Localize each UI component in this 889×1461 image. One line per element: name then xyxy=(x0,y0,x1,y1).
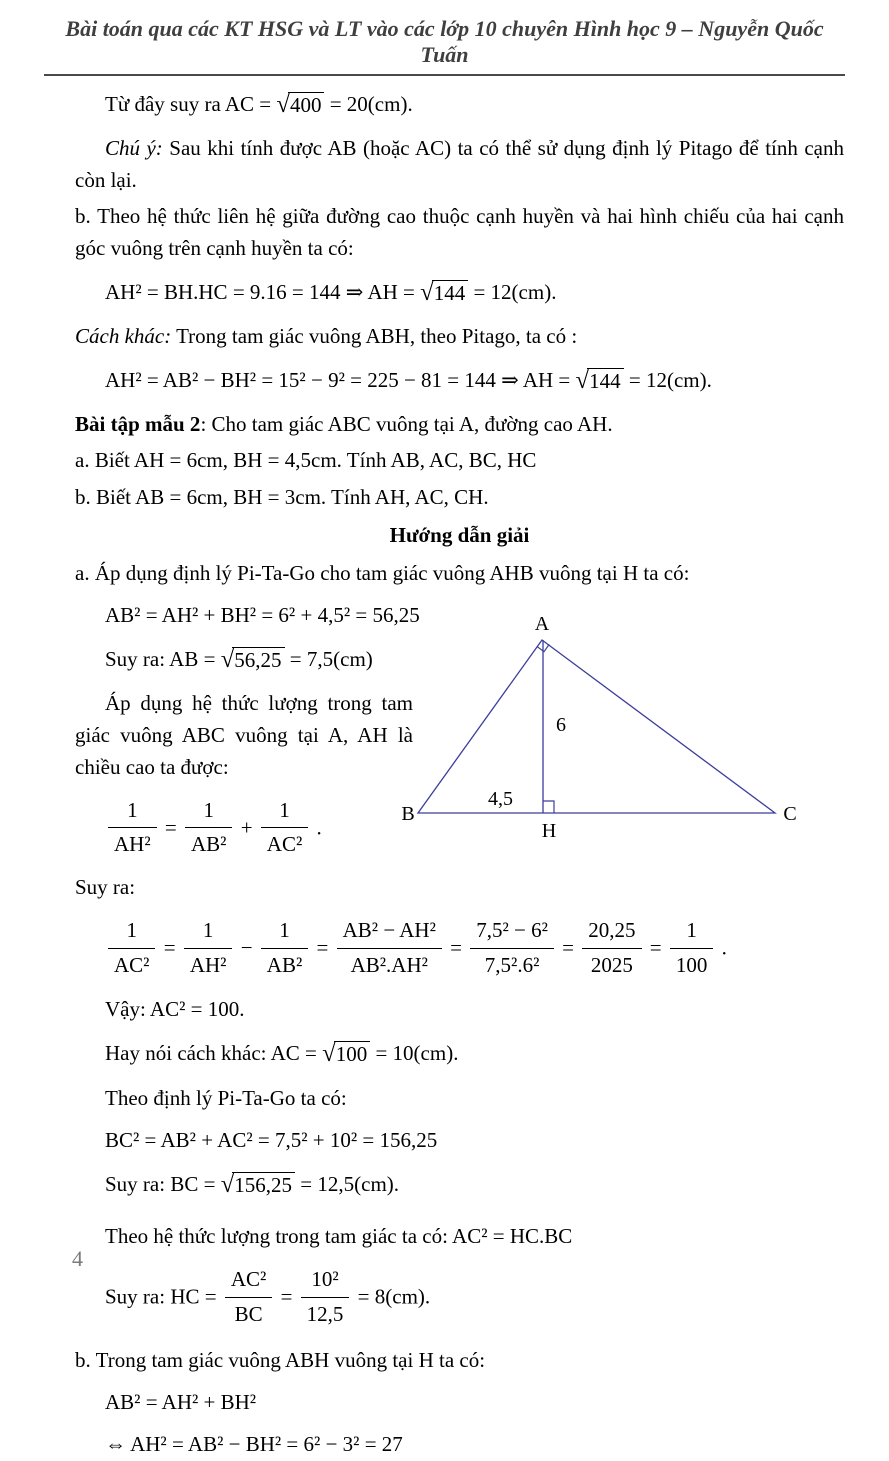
foot-label-h: H xyxy=(541,820,557,843)
formula-text: = xyxy=(159,815,182,839)
solution-heading: Hướng dẫn giải xyxy=(389,523,530,548)
sqrt-expression xyxy=(420,281,468,305)
radical-sign: √ xyxy=(420,279,434,307)
formula-text: . xyxy=(311,815,322,839)
fraction-numerator: 10² xyxy=(301,1264,350,1298)
example2-paragraph xyxy=(75,409,844,441)
fraction xyxy=(470,915,554,982)
formula-text: Suy ra: HC = xyxy=(105,1284,222,1309)
other-way-label: Cách khác: xyxy=(75,323,172,348)
vertex-label-c: C xyxy=(783,803,797,826)
fraction-numerator: 1 xyxy=(261,915,308,949)
fraction xyxy=(185,795,232,862)
fraction xyxy=(261,795,308,862)
formula-text: AB² = AH² + BH² xyxy=(105,1389,257,1414)
formula-text: = xyxy=(556,935,580,960)
fraction-numerator: AB² − AH² xyxy=(337,915,442,949)
formula-text: = 12(cm). xyxy=(623,367,712,392)
example2-text: : Cho tam giác ABC vuông tại A, đường cao AH. xyxy=(200,411,613,436)
formula-text: = xyxy=(444,935,468,960)
formula-long-fraction xyxy=(105,913,844,984)
fraction-numerator: 1 xyxy=(670,915,714,949)
formula-ah-bh-hc xyxy=(105,274,844,312)
formula-text: = 8(cm). xyxy=(352,1284,431,1309)
bh-length-label: 4,5 xyxy=(488,788,513,811)
fraction-denominator: AB² xyxy=(190,832,227,857)
formula-text: ⇔ AH² = AB² − BH² = 6² − 3² = 27 xyxy=(105,1432,403,1457)
fraction-numerator: 7,5² − 6² xyxy=(470,915,554,949)
formula-text: = 20(cm). xyxy=(324,91,413,116)
fraction-denominator: AC² xyxy=(266,832,303,857)
formula-text: Hay nói cách khác: AC = xyxy=(105,1041,323,1066)
triangle-diagram xyxy=(400,613,870,851)
radical-sign: √ xyxy=(220,1171,235,1199)
fraction xyxy=(670,915,714,982)
formula-text: = 12(cm). xyxy=(468,280,557,305)
formula-ac-100 xyxy=(105,993,844,1026)
page-header xyxy=(44,0,845,76)
example2-label: Bài tập mẫu 2 xyxy=(75,411,201,436)
fraction xyxy=(108,795,157,862)
radical-sign: √ xyxy=(322,1040,336,1068)
radical-sign: √ xyxy=(575,366,590,394)
fraction-denominator: 12,5 xyxy=(306,1301,344,1326)
fraction-numerator: 20,25 xyxy=(582,915,641,949)
radicand: 56,25 xyxy=(232,647,284,672)
fraction-denominator: 2025 xyxy=(590,953,633,978)
vertex-label-a: A xyxy=(534,613,550,636)
fraction-denominator: 7,5².6² xyxy=(484,953,540,978)
sqrt-expression xyxy=(276,93,324,117)
radicand: 144 xyxy=(587,368,624,393)
fraction xyxy=(301,1264,350,1331)
other-way-paragraph xyxy=(75,321,844,353)
note-paragraph xyxy=(75,133,844,197)
radical-sign: √ xyxy=(220,646,235,674)
formula-text: Từ đây suy ra AC = xyxy=(105,91,277,116)
formula-text: = xyxy=(644,935,667,960)
fraction xyxy=(225,1264,272,1331)
header-title: Bài toán qua các KT HSG và LT vào các lớp 10 chuyên Hình học 9 – Nguyễn Quốc Tuấn xyxy=(65,16,824,67)
note-text: Sau khi tính được AB (hoặc AC) ta có thể sử dụng định lý Pitago để tính cạnh còn lại. xyxy=(75,135,845,192)
fraction-denominator: AB².AH² xyxy=(350,953,428,978)
fraction-numerator: 1 xyxy=(261,795,308,829)
fraction-denominator: AB² xyxy=(266,953,303,978)
formula-text: Suy ra: AB = xyxy=(105,647,221,672)
formula-text: = xyxy=(158,935,181,960)
vertex-label-b: B xyxy=(401,803,415,826)
formula-text: AH² = BH.HC = 9.16 = 144 ⇒ AH = xyxy=(105,280,421,305)
formula-text: Theo hệ thức lượng trong tam giác ta có: AC² = HC.BC xyxy=(105,1224,573,1249)
formula-text: AH² = AB² − BH² = 15² − 9² = 225 − 81 = 144 ⇒ AH = xyxy=(105,367,576,392)
radical-sign: √ xyxy=(276,91,290,118)
formula-text: = 10(cm). xyxy=(370,1041,459,1066)
fraction-denominator: BC xyxy=(234,1301,263,1326)
formula-bc-root xyxy=(105,1166,844,1204)
suy-ra-line: Suy ra: xyxy=(75,875,136,900)
formula-text: = 12,5(cm). xyxy=(295,1172,400,1197)
solution-b-intro: b. Trong tam giác vuông ABH vuông tại H ta có: xyxy=(75,1347,486,1372)
formula-text: − xyxy=(235,935,258,960)
sqrt-expression xyxy=(322,1042,370,1066)
other-way-text: Trong tam giác vuông ABH, theo Pitago, ta có : xyxy=(171,323,578,348)
sqrt-expression xyxy=(221,1173,295,1197)
formula-text: Suy ra: BC = xyxy=(105,1172,221,1197)
formula-reciprocal xyxy=(105,793,413,864)
example2-item-a: a. Biết AH = 6cm, BH = 4,5cm. Tính AB, AC, BC, HC xyxy=(75,448,537,473)
formula-ac-400 xyxy=(105,86,844,124)
fraction-denominator: AC² xyxy=(114,953,150,978)
fraction-numerator: 1 xyxy=(185,795,232,829)
fraction xyxy=(184,915,233,982)
formula-text: . xyxy=(716,935,727,960)
formula-text: + xyxy=(235,815,258,839)
fraction-numerator: 1 xyxy=(184,915,233,949)
page-number: 4 xyxy=(72,1246,83,1271)
note-label: Chú ý: xyxy=(105,135,163,160)
formula-hc-value xyxy=(105,1262,844,1333)
formula-bc-squared xyxy=(105,1124,844,1157)
sqrt-expression xyxy=(221,648,285,672)
formula-text: BC² = AB² + AC² = 7,5² + 10² = 156,25 xyxy=(105,1128,438,1153)
fraction xyxy=(582,915,641,982)
fraction-denominator: AH² xyxy=(114,832,151,857)
fraction xyxy=(108,915,155,982)
page-content xyxy=(75,86,844,1461)
solution-a-body: Áp dụng hệ thức lượng trong tam giác vuông ABC vuông tại A, AH là chiều cao ta được: xyxy=(75,690,413,779)
solution-a-intro: a. Áp dụng định lý Pi-Ta-Go cho tam giác vuông AHB vuông tại H ta có: xyxy=(75,561,690,586)
radicand: 100 xyxy=(334,1041,371,1066)
formula-ac-root xyxy=(105,1035,844,1073)
formula-text: Vậy: AC² = 100. xyxy=(105,997,245,1022)
fraction-numerator: AC² xyxy=(225,1264,272,1298)
formula-ab-ah-bh xyxy=(105,1386,844,1419)
left-column xyxy=(75,688,413,904)
formula-ah-27 xyxy=(105,1428,844,1461)
fraction-denominator: AH² xyxy=(189,953,227,978)
sqrt-expression xyxy=(575,366,624,394)
radicand: 156,25 xyxy=(232,1172,295,1197)
formula-text: = xyxy=(275,1284,298,1309)
pitago2-text: Theo định lý Pi-Ta-Go ta có: xyxy=(105,1086,347,1111)
formula-ah-pitago xyxy=(105,362,844,400)
item-b-relation: b. Theo hệ thức liên hệ giữa đường cao thuộc cạnh huyền và hai hình chiếu của hai cạnh góc vuông trên cạnh huyền ta có: xyxy=(75,204,844,261)
fraction xyxy=(337,915,442,982)
solution-a-block xyxy=(75,599,844,904)
triangle-outline xyxy=(418,640,775,813)
example2-item-b: b. Biết AB = 6cm, BH = 3cm. Tính AH, AC, CH. xyxy=(75,485,489,510)
radicand: 400 xyxy=(288,92,325,117)
formula-text: AB² = AH² + BH² = 6² + 4,5² = 56,25 xyxy=(105,603,420,628)
formula-text: = xyxy=(311,935,334,960)
radicand: 144 xyxy=(432,280,469,305)
fraction xyxy=(261,915,308,982)
pitago2-line xyxy=(105,1082,844,1115)
altitude-length-label: 6 xyxy=(556,714,566,737)
triangle-figure xyxy=(400,613,870,851)
fraction-numerator: 1 xyxy=(108,915,155,949)
right-angle-mark-h xyxy=(543,801,554,813)
fraction-numerator: 1 xyxy=(108,795,157,829)
fraction-denominator: 100 xyxy=(675,953,708,978)
formula-text: = 7,5(cm) xyxy=(284,647,373,672)
formula-ac-hc-bc xyxy=(105,1220,844,1253)
